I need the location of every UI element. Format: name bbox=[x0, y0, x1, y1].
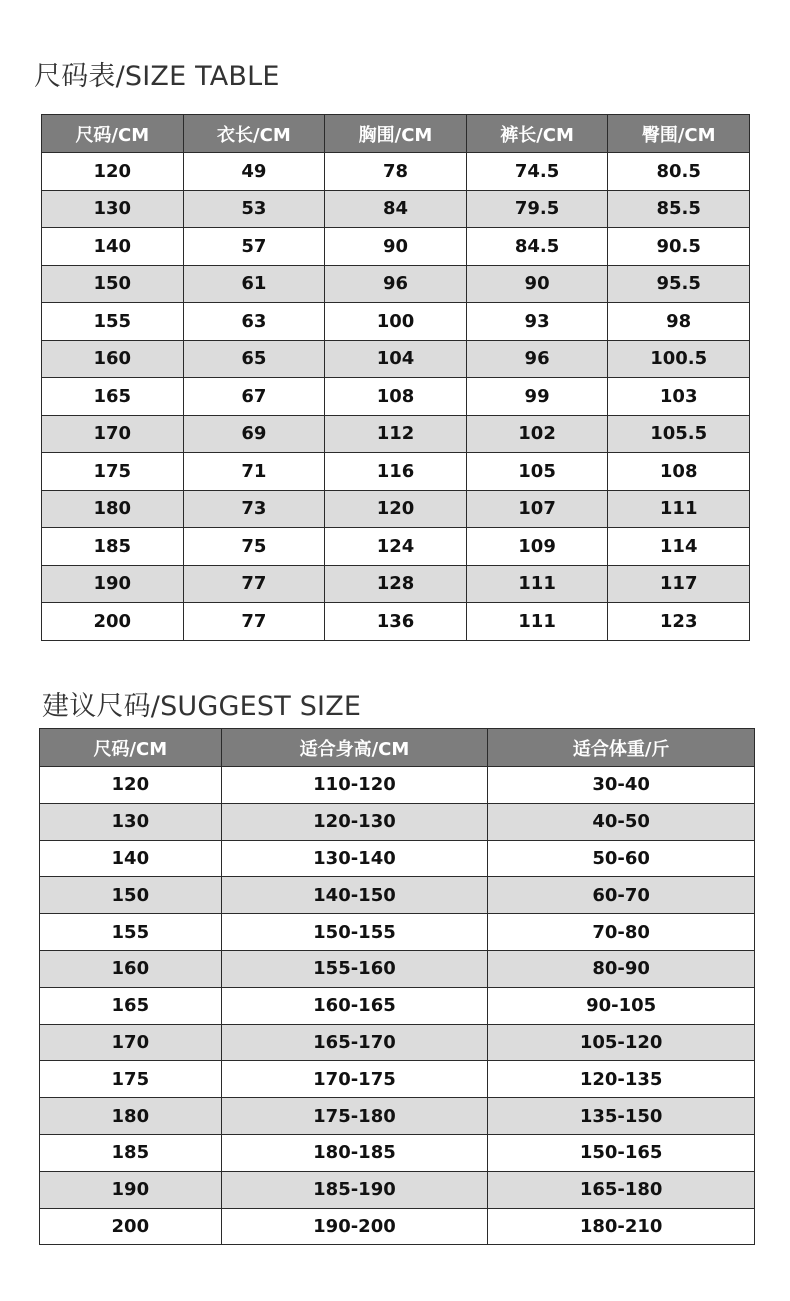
table-cell: 107 bbox=[466, 490, 608, 528]
table-cell: 160 bbox=[40, 950, 222, 987]
table-cell: 135-150 bbox=[488, 1098, 755, 1135]
table-cell: 50-60 bbox=[488, 840, 755, 877]
table-cell: 79.5 bbox=[466, 190, 608, 228]
table-cell: 110-120 bbox=[221, 767, 488, 804]
table-cell: 130 bbox=[40, 803, 222, 840]
table-cell: 103 bbox=[608, 378, 750, 416]
table-row bbox=[42, 565, 750, 603]
table-cell: 160 bbox=[42, 340, 184, 378]
table-cell: 80.5 bbox=[608, 153, 750, 191]
table-cell: 155 bbox=[40, 914, 222, 951]
column-header: 尺码/CM bbox=[40, 729, 222, 767]
table-cell: 102 bbox=[466, 415, 608, 453]
table-cell: 150 bbox=[42, 265, 184, 303]
table-cell: 140 bbox=[42, 228, 184, 266]
table-cell: 109 bbox=[466, 528, 608, 566]
table-row bbox=[42, 153, 750, 191]
table-cell: 120 bbox=[42, 153, 184, 191]
table-row bbox=[42, 453, 750, 491]
table-cell: 200 bbox=[42, 603, 184, 641]
table-row bbox=[42, 415, 750, 453]
table-cell: 108 bbox=[608, 453, 750, 491]
table-cell: 105.5 bbox=[608, 415, 750, 453]
table-cell: 67 bbox=[183, 378, 325, 416]
table-cell: 150 bbox=[40, 877, 222, 914]
table-cell: 105 bbox=[466, 453, 608, 491]
table-cell: 70-80 bbox=[488, 914, 755, 951]
table-cell: 30-40 bbox=[488, 767, 755, 804]
table-cell: 190 bbox=[42, 565, 184, 603]
table-cell: 136 bbox=[325, 603, 467, 641]
table-cell: 77 bbox=[183, 565, 325, 603]
table-row bbox=[42, 490, 750, 528]
table-cell: 165-170 bbox=[221, 1024, 488, 1061]
table-cell: 100 bbox=[325, 303, 467, 341]
table-cell: 96 bbox=[325, 265, 467, 303]
table-row bbox=[40, 987, 755, 1024]
table-row bbox=[42, 228, 750, 266]
column-header: 适合体重/斤 bbox=[488, 729, 755, 767]
suggest-table-body bbox=[40, 767, 755, 1245]
table-cell: 49 bbox=[183, 153, 325, 191]
table-cell: 73 bbox=[183, 490, 325, 528]
table-cell: 60-70 bbox=[488, 877, 755, 914]
table-row bbox=[40, 1208, 755, 1245]
suggest-size-table bbox=[39, 728, 755, 1245]
table-cell: 165 bbox=[42, 378, 184, 416]
table-cell: 155 bbox=[42, 303, 184, 341]
table-cell: 71 bbox=[183, 453, 325, 491]
table-cell: 84 bbox=[325, 190, 467, 228]
table-cell: 98 bbox=[608, 303, 750, 341]
table-row bbox=[42, 528, 750, 566]
table-row bbox=[42, 190, 750, 228]
table-cell: 65 bbox=[183, 340, 325, 378]
table-row bbox=[40, 914, 755, 951]
table-cell: 190 bbox=[40, 1171, 222, 1208]
table-cell: 90.5 bbox=[608, 228, 750, 266]
table-row bbox=[40, 803, 755, 840]
table-cell: 140-150 bbox=[221, 877, 488, 914]
table-cell: 185-190 bbox=[221, 1171, 488, 1208]
table-cell: 90-105 bbox=[488, 987, 755, 1024]
table-cell: 123 bbox=[608, 603, 750, 641]
size-table-body bbox=[42, 153, 750, 641]
table-cell: 185 bbox=[40, 1134, 222, 1171]
table-cell: 150-155 bbox=[221, 914, 488, 951]
column-header: 臀围/CM bbox=[608, 115, 750, 153]
table-cell: 93 bbox=[466, 303, 608, 341]
table-cell: 40-50 bbox=[488, 803, 755, 840]
table-cell: 117 bbox=[608, 565, 750, 603]
table-cell: 165 bbox=[40, 987, 222, 1024]
table-cell: 104 bbox=[325, 340, 467, 378]
table-cell: 90 bbox=[466, 265, 608, 303]
table-cell: 100.5 bbox=[608, 340, 750, 378]
column-header: 适合身高/CM bbox=[221, 729, 488, 767]
table-cell: 77 bbox=[183, 603, 325, 641]
table-cell: 140 bbox=[40, 840, 222, 877]
table-cell: 170 bbox=[40, 1024, 222, 1061]
table-cell: 57 bbox=[183, 228, 325, 266]
header-row bbox=[40, 729, 755, 767]
table-row bbox=[40, 950, 755, 987]
table-row bbox=[42, 340, 750, 378]
table-cell: 112 bbox=[325, 415, 467, 453]
table-cell: 120-135 bbox=[488, 1061, 755, 1098]
table-cell: 111 bbox=[466, 565, 608, 603]
table-cell: 61 bbox=[183, 265, 325, 303]
table-row bbox=[40, 1171, 755, 1208]
table-cell: 90 bbox=[325, 228, 467, 266]
table-cell: 105-120 bbox=[488, 1024, 755, 1061]
size-table-title: 尺码表/SIZE TABLE bbox=[34, 61, 280, 92]
table-cell: 111 bbox=[466, 603, 608, 641]
table-row bbox=[40, 1024, 755, 1061]
table-cell: 170 bbox=[42, 415, 184, 453]
table-cell: 180-185 bbox=[221, 1134, 488, 1171]
table-cell: 120 bbox=[325, 490, 467, 528]
column-header: 胸围/CM bbox=[325, 115, 467, 153]
table-cell: 75 bbox=[183, 528, 325, 566]
table-cell: 180 bbox=[42, 490, 184, 528]
table-row bbox=[42, 303, 750, 341]
table-cell: 80-90 bbox=[488, 950, 755, 987]
table-cell: 150-165 bbox=[488, 1134, 755, 1171]
table-cell: 180-210 bbox=[488, 1208, 755, 1245]
table-cell: 170-175 bbox=[221, 1061, 488, 1098]
table-cell: 108 bbox=[325, 378, 467, 416]
table-row bbox=[42, 603, 750, 641]
size-table-header bbox=[42, 115, 750, 153]
table-row bbox=[42, 265, 750, 303]
table-cell: 120 bbox=[40, 767, 222, 804]
table-cell: 63 bbox=[183, 303, 325, 341]
header-row bbox=[42, 115, 750, 153]
table-cell: 200 bbox=[40, 1208, 222, 1245]
size-table bbox=[41, 114, 750, 641]
table-cell: 175-180 bbox=[221, 1098, 488, 1135]
table-cell: 130-140 bbox=[221, 840, 488, 877]
table-cell: 85.5 bbox=[608, 190, 750, 228]
table-row bbox=[40, 840, 755, 877]
table-row bbox=[40, 1134, 755, 1171]
table-cell: 175 bbox=[42, 453, 184, 491]
table-row bbox=[42, 378, 750, 416]
table-cell: 160-165 bbox=[221, 987, 488, 1024]
table-cell: 130 bbox=[42, 190, 184, 228]
table-cell: 114 bbox=[608, 528, 750, 566]
table-cell: 155-160 bbox=[221, 950, 488, 987]
table-cell: 190-200 bbox=[221, 1208, 488, 1245]
table-cell: 165-180 bbox=[488, 1171, 755, 1208]
table-cell: 53 bbox=[183, 190, 325, 228]
table-cell: 116 bbox=[325, 453, 467, 491]
table-cell: 96 bbox=[466, 340, 608, 378]
column-header: 裤长/CM bbox=[466, 115, 608, 153]
suggest-table-title: 建议尺码/SUGGEST SIZE bbox=[42, 691, 362, 722]
table-cell: 128 bbox=[325, 565, 467, 603]
table-cell: 124 bbox=[325, 528, 467, 566]
table-cell: 99 bbox=[466, 378, 608, 416]
table-cell: 175 bbox=[40, 1061, 222, 1098]
table-cell: 95.5 bbox=[608, 265, 750, 303]
table-cell: 111 bbox=[608, 490, 750, 528]
table-cell: 78 bbox=[325, 153, 467, 191]
table-row bbox=[40, 1098, 755, 1135]
table-cell: 74.5 bbox=[466, 153, 608, 191]
table-cell: 120-130 bbox=[221, 803, 488, 840]
suggest-table-header bbox=[40, 729, 755, 767]
table-cell: 180 bbox=[40, 1098, 222, 1135]
table-cell: 84.5 bbox=[466, 228, 608, 266]
table-row bbox=[40, 877, 755, 914]
column-header: 衣长/CM bbox=[183, 115, 325, 153]
table-row bbox=[40, 767, 755, 804]
table-row bbox=[40, 1061, 755, 1098]
table-cell: 69 bbox=[183, 415, 325, 453]
table-cell: 185 bbox=[42, 528, 184, 566]
column-header: 尺码/CM bbox=[42, 115, 184, 153]
